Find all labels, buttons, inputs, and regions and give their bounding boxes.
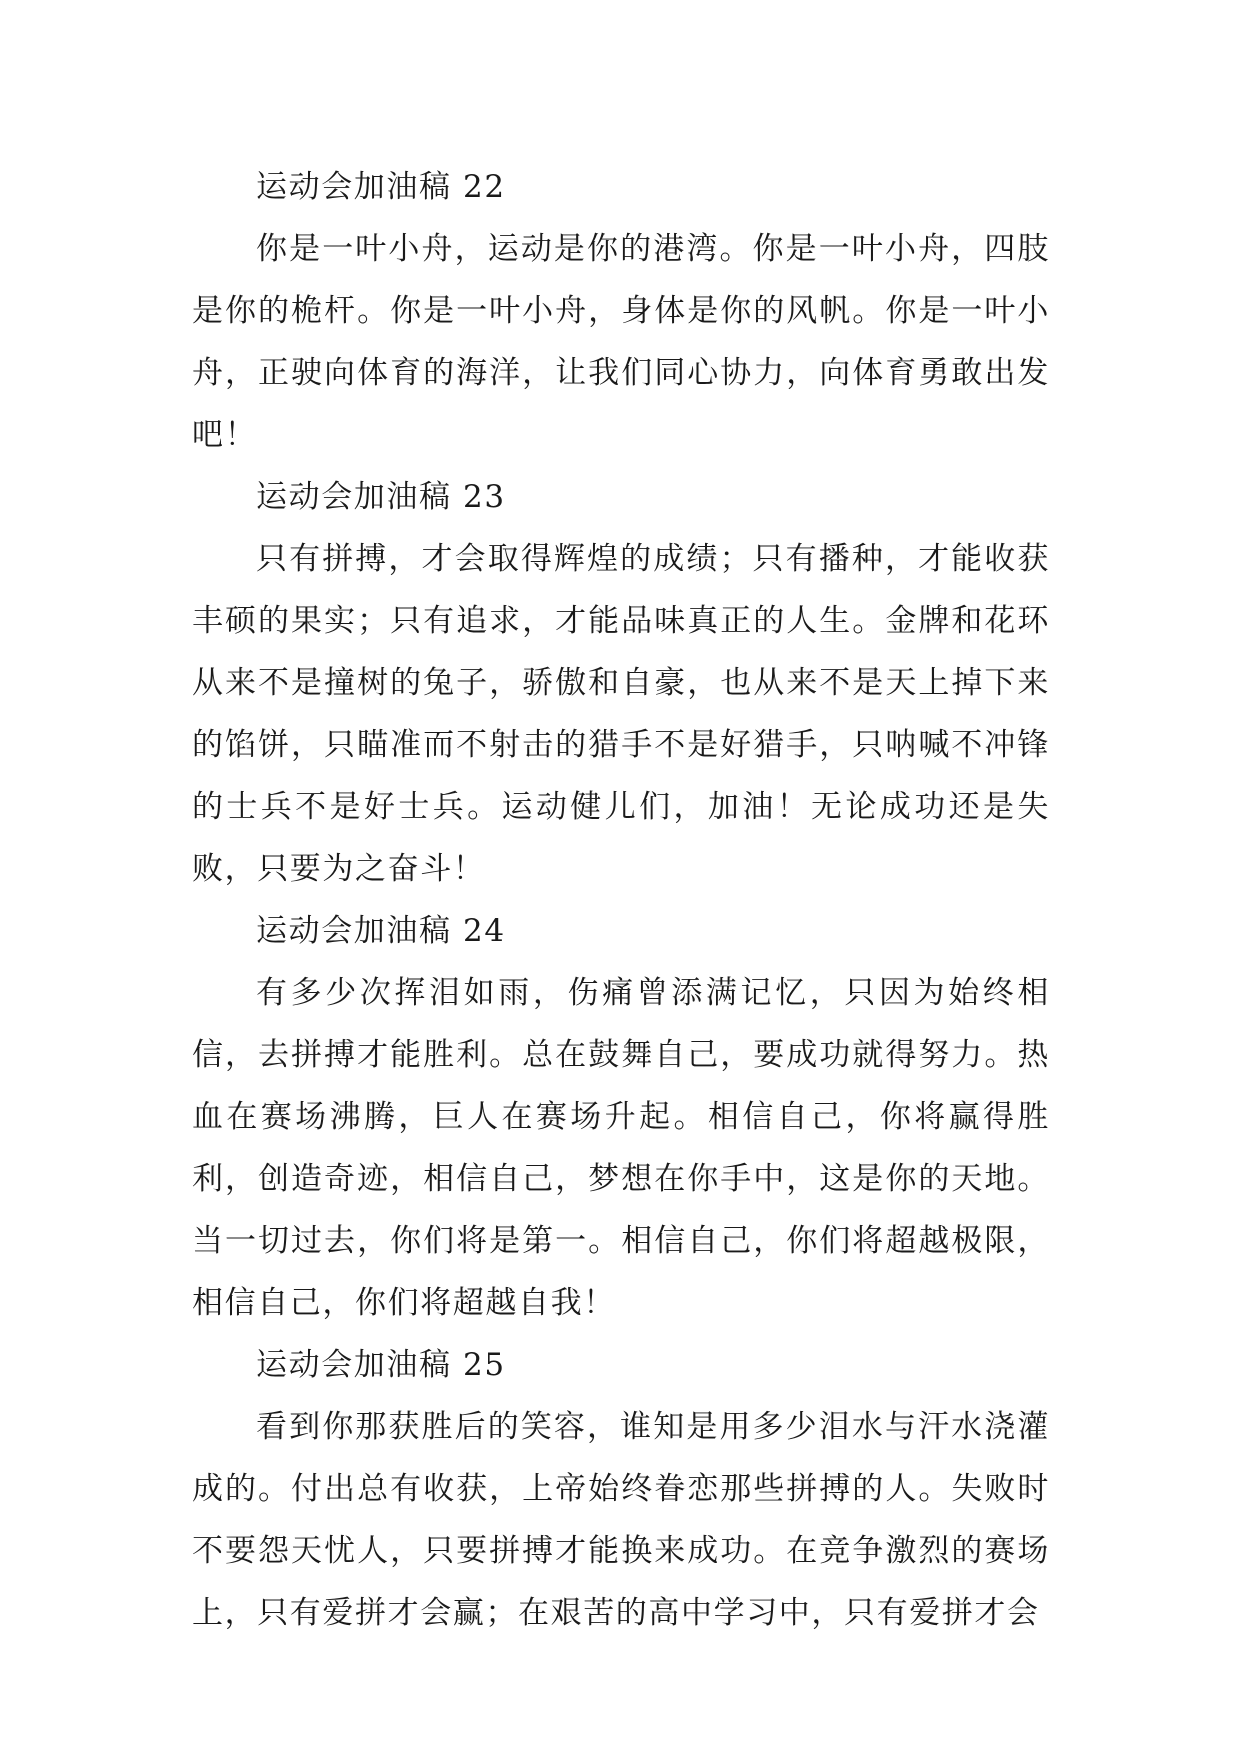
section-title: 运动会加油稿 22 bbox=[256, 169, 506, 205]
section-24 bbox=[192, 900, 1050, 1334]
section-paragraph: 你是一叶小舟，运动是你的港湾。你是一叶小舟，四肢是你的桅杆。你是一叶小舟，身体是你的风帆。你是一叶小舟，正驶向体育的海洋，让我们同心协力，向体育勇敢出发吧！ bbox=[192, 231, 1050, 453]
section-22 bbox=[192, 156, 1050, 466]
section-title: 运动会加油稿 24 bbox=[256, 913, 506, 949]
section-25 bbox=[192, 1334, 1050, 1644]
section-paragraph: 看到你那获胜后的笑容，谁知是用多少泪水与汗水浇灌成的。付出总有收获，上帝始终眷恋那些拼搏的人。失败时不要怨天忧人，只要拼搏才能换来成功。在竞争激烈的赛场上，只有爱拼才会赢；在艰苦的高中学习中，只有爱拼才会 bbox=[192, 1409, 1050, 1631]
section-paragraph: 只有拼搏，才会取得辉煌的成绩；只有播种，才能收获丰硕的果实；只有追求，才能品味真正的人生。金牌和花环从来不是撞树的兔子，骄傲和自豪，也从来不是天上掉下来的馅饼，只瞄准而不射击的猎手不是好猎手，只呐喊不冲锋的士兵不是好士兵。运动健儿们，加油！无论成功还是失败，只要为之奋斗！ bbox=[192, 541, 1050, 887]
section-title: 运动会加油稿 23 bbox=[256, 479, 506, 515]
document-content bbox=[192, 156, 1050, 1644]
section-title: 运动会加油稿 25 bbox=[256, 1347, 506, 1383]
section-paragraph: 有多少次挥泪如雨，伤痛曾添满记忆，只因为始终相信，去拼搏才能胜利。总在鼓舞自己，要成功就得努力。热血在赛场沸腾，巨人在赛场升起。相信自己，你将赢得胜利，创造奇迹，相信自己，梦想在你手中，这是你的天地。当一切过去，你们将是第一。相信自己，你们将超越极限，相信自己，你们将超越自我！ bbox=[192, 975, 1050, 1321]
section-23 bbox=[192, 466, 1050, 900]
